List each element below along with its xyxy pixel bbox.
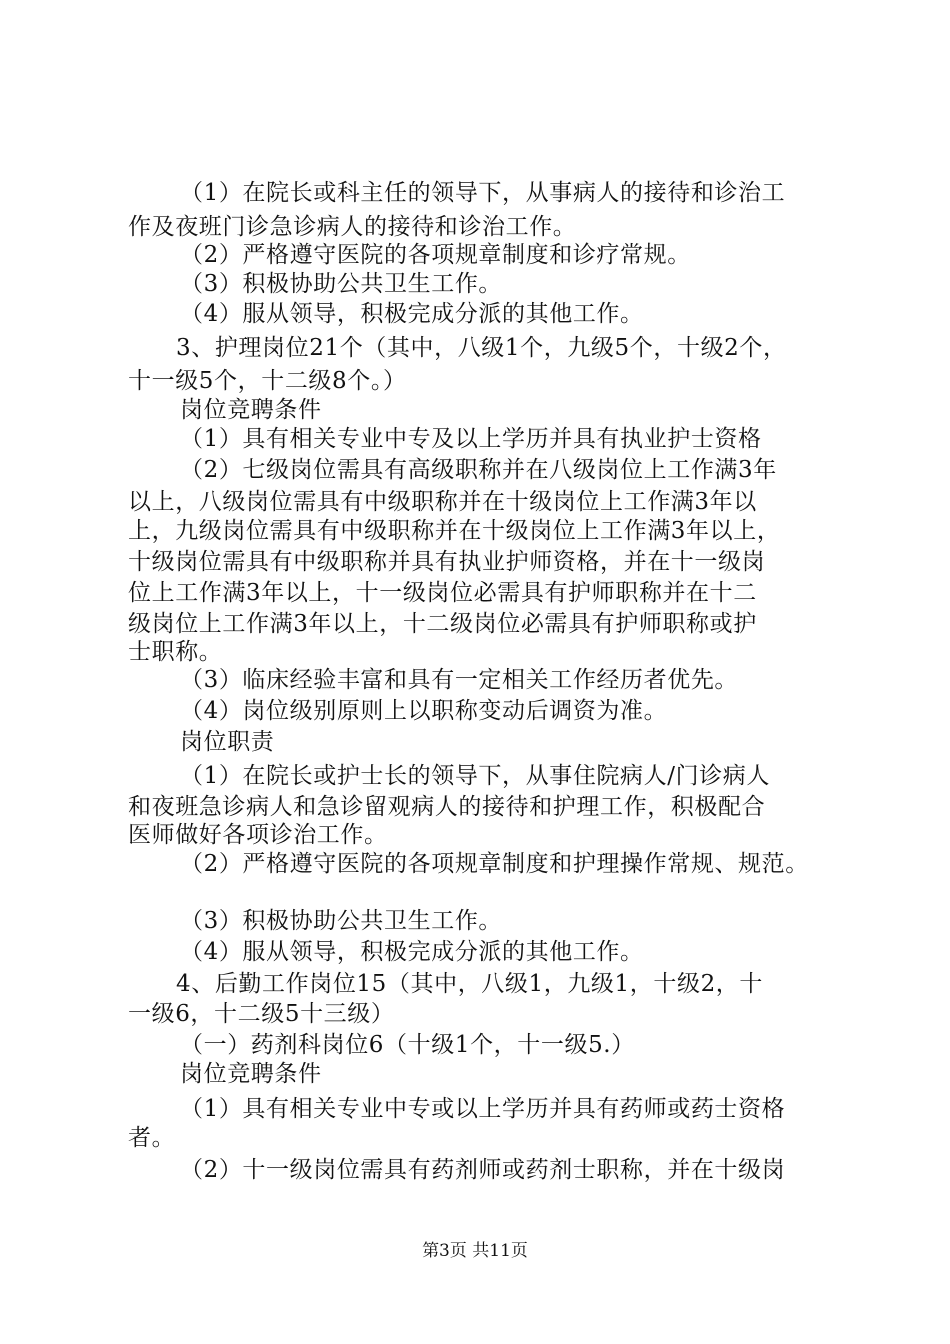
text-line: 4、后勤工作岗位15（其中，八级1，九级1，十级2，十 xyxy=(176,971,763,997)
text-line: （4）服从领导，积极完成分派的其他工作。 xyxy=(180,939,644,965)
text-line: （3）临床经验丰富和具有一定相关工作经历者优先。 xyxy=(180,667,739,693)
text-line: 以上，八级岗位需具有中级职称并在十级岗位上工作满3年以 xyxy=(128,489,757,515)
text-line: 级岗位上工作满3年以上，十二级岗位必需具有护师职称或护 xyxy=(128,611,757,637)
text-line: 位上工作满3年以上，十一级岗位必需具有护师职称并在十二 xyxy=(128,580,757,606)
section-heading: 岗位职责 xyxy=(180,729,275,755)
text-line: （4）岗位级别原则上以职称变动后调资为准。 xyxy=(180,698,668,724)
text-line: （2）严格遵守医院的各项规章制度和诊疗常规。 xyxy=(180,242,691,268)
text-line: 上，九级岗位需具有中级职称并在十级岗位上工作满3年以上， xyxy=(128,518,781,544)
text-line: 和夜班急诊病人和急诊留观病人的接待和护理工作，积极配合 xyxy=(128,794,766,820)
text-line: （1）具有相关专业中专及以上学历并具有执业护士资格 xyxy=(180,426,762,452)
text-line: （一）药剂科岗位6（十级1个，十一级5.） xyxy=(180,1032,635,1058)
text-line: 医师做好各项诊治工作。 xyxy=(128,822,388,848)
text-line: （4）服从领导，积极完成分派的其他工作。 xyxy=(180,301,644,327)
text-line: （1）在院长或护士长的领导下，从事住院病人/门诊病人 xyxy=(180,763,770,789)
text-line: （2）七级岗位需具有高级职称并在八级岗位上工作满3年 xyxy=(180,457,777,483)
page-number-footer: 第3页 共11页 xyxy=(422,1241,528,1261)
text-line: 作及夜班门诊急诊病人的接待和诊治工作。 xyxy=(128,214,577,240)
text-line: 一级6，十二级5十三级） xyxy=(128,1001,395,1027)
section-heading: 岗位竞聘条件 xyxy=(180,1061,322,1087)
text-line: 十级岗位需具有中级职称并具有执业护师资格，并在十一级岗 xyxy=(128,549,766,575)
text-line: （2）严格遵守医院的各项规章制度和护理操作常规、规范。 xyxy=(180,851,809,877)
text-line: （2）十一级岗位需具有药剂师或药剂士职称，并在十级岗 xyxy=(180,1157,786,1183)
text-line: （3）积极协助公共卫生工作。 xyxy=(180,271,503,297)
section-heading: 岗位竞聘条件 xyxy=(180,397,322,423)
text-line: （1）具有相关专业中专或以上学历并具有药师或药士资格 xyxy=(180,1096,786,1122)
text-line: 者。 xyxy=(128,1125,176,1151)
text-line: （3）积极协助公共卫生工作。 xyxy=(180,908,503,934)
text-line: 3、护理岗位21个（其中，八级1个，九级5个，十级2个， xyxy=(176,335,787,361)
text-line: 士职称。 xyxy=(128,639,223,665)
text-line: 十一级5个，十二级8个。） xyxy=(128,368,407,394)
text-line: （1）在院长或科主任的领导下，从事病人的接待和诊治工 xyxy=(180,180,786,206)
